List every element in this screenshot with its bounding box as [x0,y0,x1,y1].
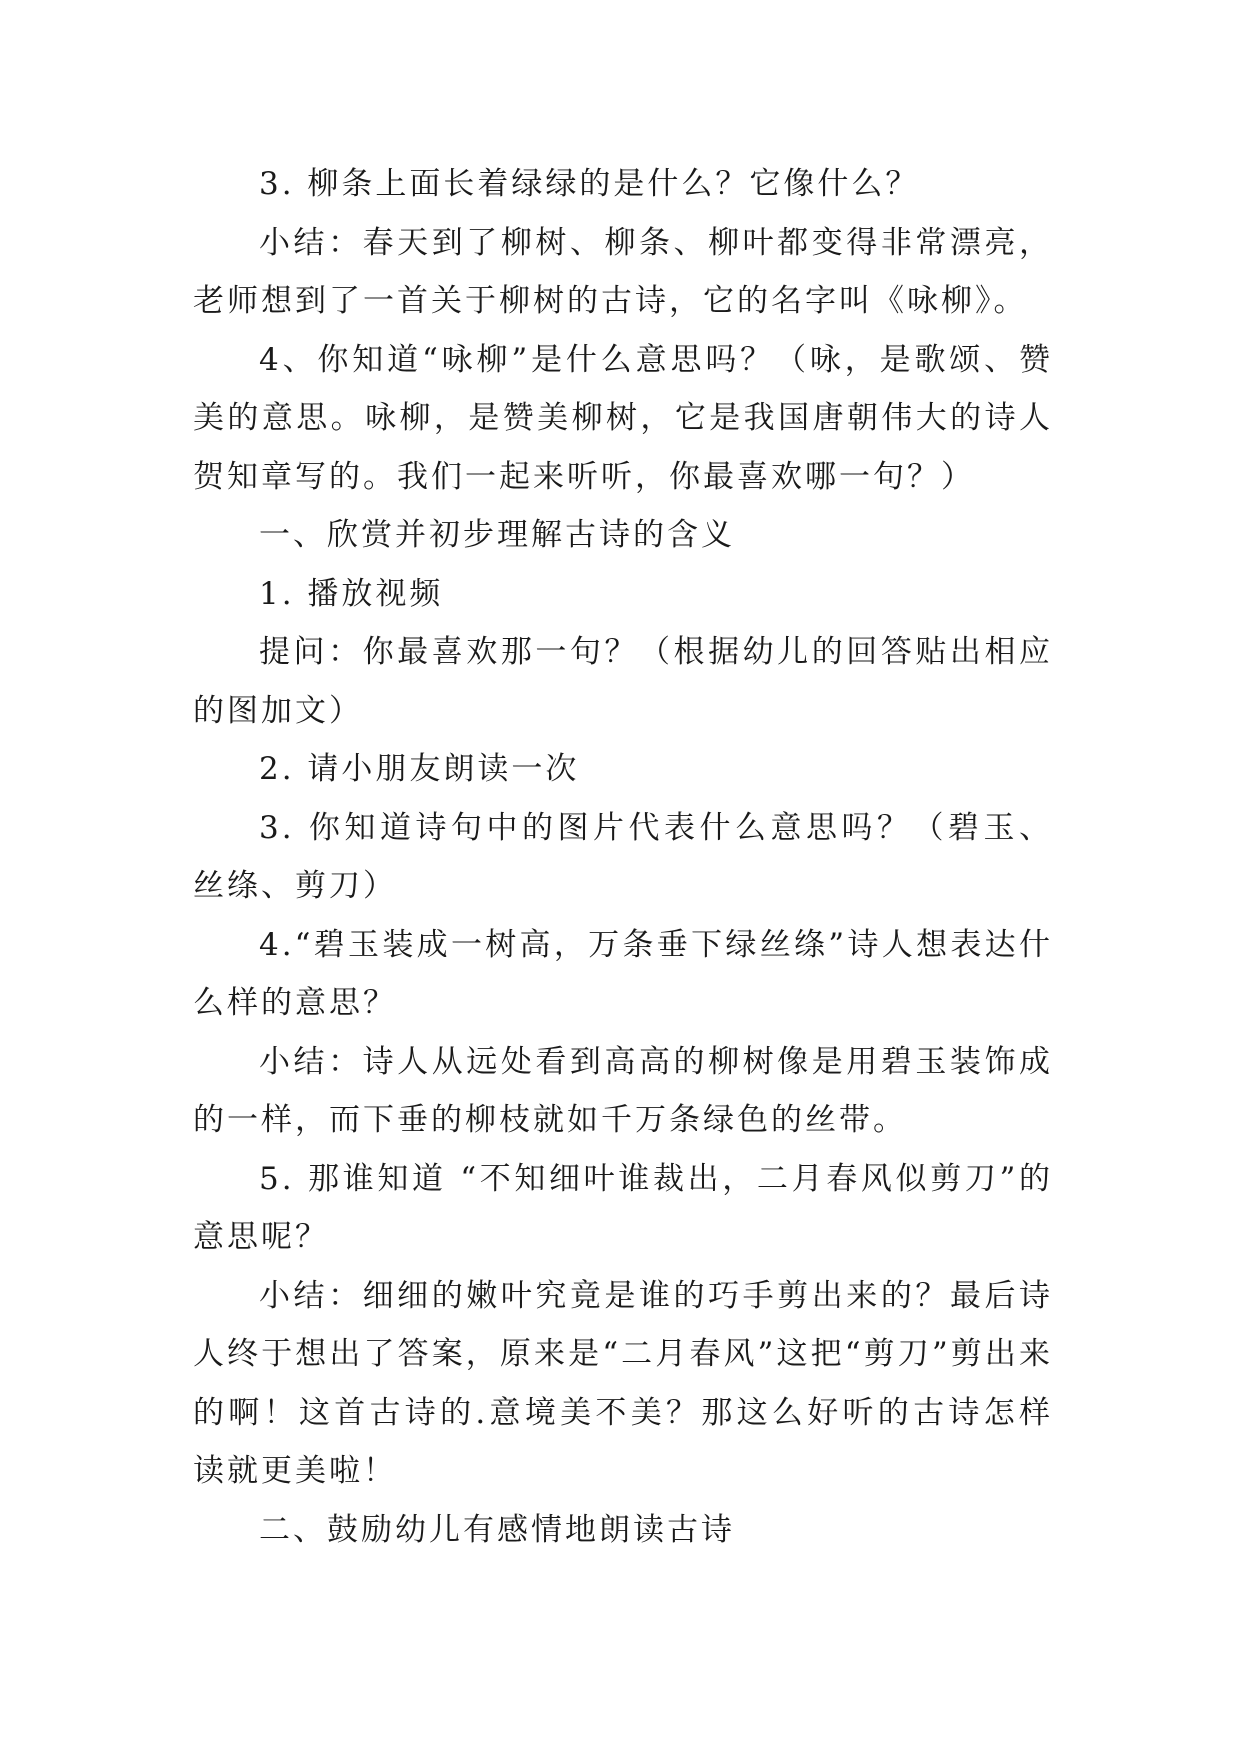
section-heading-2: 二、鼓励幼儿有感情地朗读古诗 [259,1511,735,1548]
step-2-read-aloud: 2. 请小朋友朗读一次 [259,751,580,787]
document-body [193,155,1053,1559]
step-1-play-video: 1. 播放视频 [259,575,444,612]
question-favorite-line: 提问：你最喜欢那一句？（根据幼儿的回答贴出相应的图加文） [193,634,1053,729]
step-4-first-couplet: 4.“碧玉装成一树高，万条垂下绿丝绦”诗人想表达什么样的意思？ [193,926,1053,1021]
question-3-willow-leaves: 3. 柳条上面长着绿绿的是什么？它像什么？ [259,166,920,202]
summary-first-couplet: 小结：诗人从远处看到高高的柳树像是用碧玉装饰成的一样，而下垂的柳枝就如千万条绿色的丝带。 [193,1043,1053,1138]
section-heading-1: 一、欣赏并初步理解古诗的含义 [259,517,735,553]
step-3-picture-meaning: 3. 你知道诗句中的图片代表什么意思吗？（碧玉、丝绦、剪刀） [193,809,1053,904]
summary-spring-willow: 小结：春天到了柳树、柳条、柳叶都变得非常漂亮，老师想到了一首关于柳树的古诗，它的名字叫《咏柳》。 [193,224,1053,319]
step-5-second-couplet: 5. 那谁知道 “不知细叶谁裁出，二月春风似剪刀”的意思呢？ [193,1160,1053,1255]
summary-second-couplet: 小结：细细的嫩叶究竟是谁的巧手剪出来的？最后诗人终于想出了答案，原来是“二月春风”这把“剪刀”剪出来的啊！这首古诗的.意境美不美？那这么好听的古诗怎样读就更美啦！ [193,1277,1053,1489]
question-4-meaning-of-title: 4、你知道“咏柳”是什么意思吗？（咏，是歌颂、赞美的意思。咏柳，是赞美柳树，它是我国唐朝伟大的诗人贺知章写的。我们一起来听听，你最喜欢哪一句？） [193,341,1053,495]
